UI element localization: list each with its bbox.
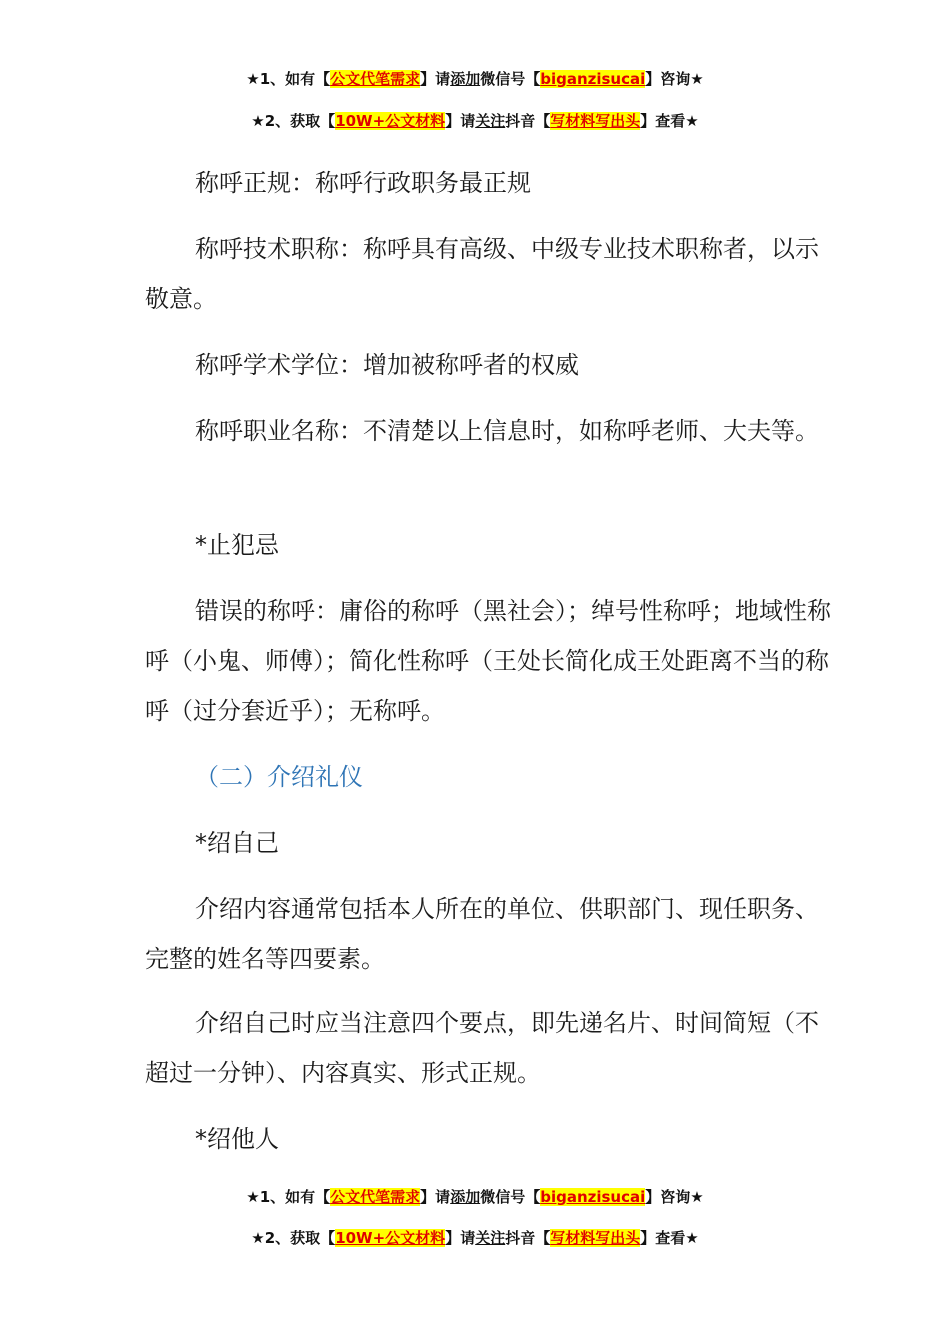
banner-text: 】咨询★ — [645, 1188, 704, 1206]
banner-text: ★2、获取【 — [251, 112, 336, 130]
section-heading-introduction: （二）介绍礼仪 — [195, 763, 363, 791]
paragraph-wrong-forms: 错误的称呼：庸俗的称呼（黑社会）；绰号性称呼；地域性称呼（小鬼、师傅）；简化性称呼（王处长简化成王处距离不当的称呼（过分套近乎）；无称呼。 — [145, 597, 831, 725]
subheading-intro-others: *绍他人 — [195, 1125, 279, 1153]
banner-highlight: 公文代笔需求 — [330, 1188, 421, 1206]
bottom-banner-line-2 — [0, 1227, 950, 1248]
paragraph-technical-title: 称呼技术职称：称呼具有高级、中级专业技术职称者，以示敬意。 — [145, 235, 819, 313]
banner-underline: 关注 — [475, 1229, 506, 1247]
banner-text: 抖音【 — [505, 1229, 551, 1247]
banner-text: 】请 — [445, 1229, 476, 1247]
paragraph-academic-title: 称呼学术学位：增加被称呼者的权威 — [195, 351, 579, 379]
banner-highlight: 10W+公文材料 — [335, 112, 446, 130]
banner-highlight: biganzisucai — [540, 1188, 646, 1206]
subheading-self-intro: *绍自己 — [195, 829, 279, 857]
paragraph-intro-content: 介绍内容通常包括本人所在的单位、供职部门、现任职务、完整的姓名等四要素。 — [145, 895, 819, 973]
banner-highlight: 写材料写出头 — [550, 1229, 641, 1247]
paragraph-formal-title: 称呼正规：称呼行政职务最正规 — [195, 169, 531, 197]
banner-highlight: biganzisucai — [540, 70, 646, 88]
banner-text: 】请 — [445, 112, 476, 130]
banner-text: 】查看★ — [640, 1229, 699, 1247]
paragraph-professional-title: 称呼职业名称：不清楚以上信息时，如称呼老师、大夫等。 — [195, 417, 819, 445]
banner-text: ★2、获取【 — [251, 1229, 336, 1247]
paragraph-intro-points: 介绍自己时应当注意四个要点，即先递名片、时间简短（不超过一分钟）、内容真实、形式正规。 — [145, 1009, 819, 1087]
banner-text: 】请 — [420, 70, 451, 88]
banner-text: ★1、如有【 — [246, 1188, 331, 1206]
banner-highlight: 公文代笔需求 — [330, 70, 421, 88]
top-banner-line-2 — [0, 110, 950, 131]
banner-text: 】查看★ — [640, 112, 699, 130]
banner-text: 】咨询★ — [645, 70, 704, 88]
banner-text: 微信号【 — [480, 1188, 541, 1206]
subheading-taboos: *止犯忌 — [195, 531, 279, 559]
banner-highlight: 10W+公文材料 — [335, 1229, 446, 1247]
banner-underline: 添加 — [450, 1188, 481, 1206]
top-banner-line-1 — [0, 68, 950, 89]
banner-highlight: 写材料写出头 — [550, 112, 641, 130]
banner-underline: 关注 — [475, 112, 506, 130]
bottom-banner-line-1 — [0, 1186, 950, 1207]
banner-underline: 添加 — [450, 70, 481, 88]
banner-text: ★1、如有【 — [246, 70, 331, 88]
banner-text: 微信号【 — [480, 70, 541, 88]
banner-text: 抖音【 — [505, 112, 551, 130]
banner-text: 】请 — [420, 1188, 451, 1206]
